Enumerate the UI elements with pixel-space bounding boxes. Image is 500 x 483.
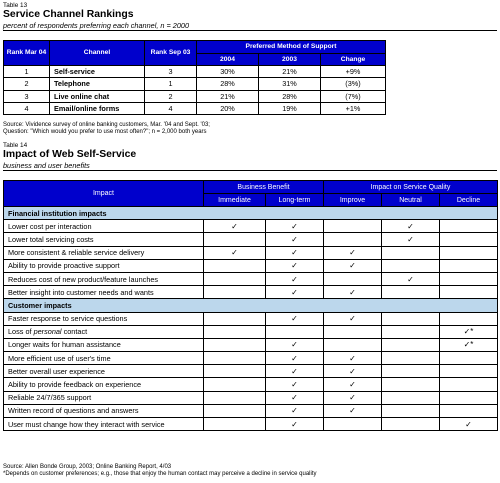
table-row <box>4 325 498 338</box>
check-icon: ✓* <box>463 327 474 337</box>
improve-cell <box>324 233 382 246</box>
impact-of-web-self-service-table <box>3 180 498 431</box>
neutral-cell <box>382 404 440 417</box>
pct-2003-cell: 19% <box>259 102 321 114</box>
service-channel-rankings-table <box>3 40 386 115</box>
table-title: Service Channel Rankings <box>3 9 134 20</box>
immediate-cell <box>204 365 266 378</box>
check-icon: ✓ <box>291 340 298 350</box>
table-row <box>4 272 498 285</box>
table-row <box>4 352 498 365</box>
immediate-cell <box>204 352 266 365</box>
table-row <box>4 365 498 378</box>
check-icon: ✓ <box>291 314 298 324</box>
check-icon: ✓ <box>291 261 298 271</box>
check-icon: ✓ <box>349 248 356 258</box>
decline-cell <box>440 220 498 233</box>
decline-cell <box>440 365 498 378</box>
long-term-cell <box>266 220 324 233</box>
check-icon: ✓ <box>291 419 298 429</box>
table-row <box>4 220 498 233</box>
improve-cell <box>324 378 382 391</box>
decline-cell <box>440 272 498 285</box>
decline-cell <box>440 404 498 417</box>
impact-label: Reliable 24/7/365 support <box>4 391 204 404</box>
check-icon: ✓ <box>231 221 238 231</box>
impact-label: Ability to provide feedback on experience <box>4 378 204 391</box>
check-icon: ✓ <box>291 393 298 403</box>
improve-cell <box>324 246 382 259</box>
rank-mar04-cell: 4 <box>4 102 50 114</box>
long-term-cell <box>266 352 324 365</box>
table-row <box>4 418 498 431</box>
improve-cell <box>324 272 382 285</box>
change-cell: +1% <box>321 102 386 114</box>
col-group-service-quality: Impact on Service Quality <box>324 181 498 194</box>
table-label: Table 14 <box>3 142 28 149</box>
neutral-cell <box>382 338 440 351</box>
check-icon: ✓ <box>349 287 356 297</box>
decline-cell <box>440 391 498 404</box>
long-term-cell <box>266 338 324 351</box>
pct-2004-cell: 20% <box>197 102 259 114</box>
improve-cell <box>324 338 382 351</box>
neutral-cell <box>382 220 440 233</box>
table-title: Impact of Web Self-Service <box>3 149 137 160</box>
check-icon: ✓ <box>291 366 298 376</box>
change-cell: +9% <box>321 66 386 78</box>
neutral-cell <box>382 378 440 391</box>
neutral-cell <box>382 246 440 259</box>
change-cell: (3%) <box>321 78 386 90</box>
check-icon: ✓ <box>291 221 298 231</box>
check-icon: ✓ <box>465 419 472 429</box>
long-term-cell <box>266 272 324 285</box>
impact-label: Lower total servicing costs <box>4 233 204 246</box>
long-term-cell <box>266 378 324 391</box>
impact-label: Better overall user experience <box>4 365 204 378</box>
long-term-cell <box>266 259 324 272</box>
check-icon: ✓ <box>291 353 298 363</box>
col-rank-sep03: Rank Sep 03 <box>145 41 197 66</box>
neutral-cell <box>382 418 440 431</box>
check-icon: ✓ <box>291 234 298 244</box>
pct-2003-cell: 31% <box>259 78 321 90</box>
channel-cell: Live online chat <box>50 90 145 102</box>
immediate-cell <box>204 246 266 259</box>
table-13-source: Source: Vividence survey of online banking customers, Mar. '04 and Sept. '03; <box>3 122 210 128</box>
table-row <box>4 404 498 417</box>
improve-cell <box>324 312 382 325</box>
check-icon: ✓ <box>349 314 356 324</box>
impact-label: More efficient use of user's time <box>4 352 204 365</box>
table-row <box>4 338 498 351</box>
neutral-cell <box>382 312 440 325</box>
rank-sep03-cell: 1 <box>145 78 197 90</box>
table-13-notes <box>3 122 497 136</box>
table-13-body <box>4 66 386 115</box>
neutral-cell <box>382 272 440 285</box>
decline-cell <box>440 246 498 259</box>
check-icon: ✓ <box>349 261 356 271</box>
immediate-cell <box>204 325 266 338</box>
check-icon: ✓ <box>231 248 238 258</box>
col-improve: Improve <box>324 194 382 207</box>
improve-cell <box>324 352 382 365</box>
decline-cell <box>440 233 498 246</box>
pct-2004-cell: 28% <box>197 78 259 90</box>
decline-cell <box>440 378 498 391</box>
col-group-preferred-method: Preferred Method of Support <box>197 41 386 54</box>
pct-2003-cell: 28% <box>259 90 321 102</box>
col-impact: Impact <box>4 181 204 207</box>
table-14-footnote: *Depends on customer preferences; e.g., those that enjoy the human contact may perceive a decline in service quality <box>3 471 317 477</box>
improve-cell <box>324 418 382 431</box>
rank-mar04-cell: 2 <box>4 78 50 90</box>
long-term-cell <box>266 418 324 431</box>
check-icon: ✓ <box>291 380 298 390</box>
rank-sep03-cell: 3 <box>145 66 197 78</box>
decline-cell <box>440 259 498 272</box>
check-icon: ✓ <box>291 287 298 297</box>
table-row <box>4 246 498 259</box>
long-term-cell <box>266 365 324 378</box>
category-row <box>4 207 498 220</box>
immediate-cell <box>204 391 266 404</box>
check-icon: ✓ <box>291 274 298 284</box>
table-label: Table 13 <box>3 2 28 9</box>
impact-label: Better insight into customer needs and wants <box>4 286 204 299</box>
long-term-cell <box>266 286 324 299</box>
channel-cell: Self-service <box>50 66 145 78</box>
check-icon: ✓ <box>349 406 356 416</box>
improve-cell <box>324 259 382 272</box>
channel-cell: Email/online forms <box>50 102 145 114</box>
check-icon: ✓ <box>407 221 414 231</box>
category-title: Financial institution impacts <box>4 207 498 220</box>
change-cell: (7%) <box>321 90 386 102</box>
col-group-business-benefit: Business Benefit <box>204 181 324 194</box>
table-row <box>4 378 498 391</box>
improve-cell <box>324 391 382 404</box>
check-icon: ✓ <box>349 393 356 403</box>
table-row <box>4 286 498 299</box>
decline-cell <box>440 286 498 299</box>
table-row <box>4 78 386 90</box>
immediate-cell <box>204 404 266 417</box>
table-row <box>4 259 498 272</box>
category-title: Customer impacts <box>4 299 498 312</box>
immediate-cell <box>204 259 266 272</box>
check-icon: ✓ <box>291 248 298 258</box>
immediate-cell <box>204 312 266 325</box>
check-icon: ✓ <box>291 406 298 416</box>
long-term-cell <box>266 325 324 338</box>
table-subtitle: percent of respondents preferring each channel, n = 2000 <box>3 21 497 31</box>
pct-2003-cell: 21% <box>259 66 321 78</box>
decline-cell <box>440 312 498 325</box>
table-row <box>4 66 386 78</box>
rank-mar04-cell: 3 <box>4 90 50 102</box>
check-icon: ✓ <box>349 353 356 363</box>
improve-cell <box>324 365 382 378</box>
impact-label: Lower cost per interaction <box>4 220 204 233</box>
impact-label: Longer waits for human assistance <box>4 338 204 351</box>
neutral-cell <box>382 286 440 299</box>
neutral-cell <box>382 325 440 338</box>
immediate-cell <box>204 272 266 285</box>
table-14-body <box>4 207 498 431</box>
improve-cell <box>324 286 382 299</box>
col-2003: 2003 <box>259 54 321 66</box>
long-term-cell <box>266 233 324 246</box>
check-icon: ✓* <box>463 340 474 350</box>
emphasis: personal <box>33 327 62 337</box>
long-term-cell <box>266 246 324 259</box>
category-row <box>4 299 498 312</box>
table-13-header <box>3 2 497 31</box>
neutral-cell <box>382 365 440 378</box>
immediate-cell <box>204 338 266 351</box>
col-change: Change <box>321 54 386 66</box>
pct-2004-cell: 21% <box>197 90 259 102</box>
table-row <box>4 233 498 246</box>
col-channel: Channel <box>50 41 145 66</box>
table-14-source: Source: Allen Bonde Group, 2003; Online Banking Report, 4/03 <box>3 464 172 470</box>
pct-2004-cell: 30% <box>197 66 259 78</box>
impact-label: User must change how they interact with service <box>4 418 204 431</box>
rank-mar04-cell: 1 <box>4 66 50 78</box>
table-row <box>4 90 386 102</box>
long-term-cell <box>266 391 324 404</box>
col-long-term: Long-term <box>266 194 324 207</box>
improve-cell <box>324 325 382 338</box>
col-neutral: Neutral <box>382 194 440 207</box>
col-immediate: Immediate <box>204 194 266 207</box>
improve-cell <box>324 404 382 417</box>
table-row <box>4 391 498 404</box>
immediate-cell <box>204 233 266 246</box>
rank-sep03-cell: 4 <box>145 102 197 114</box>
table-row <box>4 312 498 325</box>
immediate-cell <box>204 220 266 233</box>
table-13-question: Question: "Which would you prefer to use most often?"; n = 2,000 both years <box>3 129 207 135</box>
long-term-cell <box>266 404 324 417</box>
decline-cell <box>440 338 498 351</box>
decline-cell <box>440 418 498 431</box>
neutral-cell <box>382 233 440 246</box>
immediate-cell <box>204 418 266 431</box>
channel-cell: Telephone <box>50 78 145 90</box>
improve-cell <box>324 220 382 233</box>
table-subtitle: business and user benefits <box>3 161 497 171</box>
neutral-cell <box>382 352 440 365</box>
table-14-notes <box>3 464 497 478</box>
col-decline: Decline <box>440 194 498 207</box>
impact-label: Ability to provide proactive support <box>4 259 204 272</box>
decline-cell <box>440 325 498 338</box>
check-icon: ✓ <box>407 234 414 244</box>
decline-cell <box>440 352 498 365</box>
impact-label: Loss of personal contact <box>4 325 204 338</box>
impact-label: Written record of questions and answers <box>4 404 204 417</box>
impact-label: Reduces cost of new product/feature launches <box>4 272 204 285</box>
neutral-cell <box>382 391 440 404</box>
table-14-header <box>3 142 497 171</box>
col-rank-mar04: Rank Mar 04 <box>4 41 50 66</box>
impact-label: Faster response to service questions <box>4 312 204 325</box>
check-icon: ✓ <box>407 274 414 284</box>
col-2004: 2004 <box>197 54 259 66</box>
immediate-cell <box>204 286 266 299</box>
impact-label: More consistent & reliable service delivery <box>4 246 204 259</box>
check-icon: ✓ <box>349 380 356 390</box>
rank-sep03-cell: 2 <box>145 90 197 102</box>
check-icon: ✓ <box>349 366 356 376</box>
immediate-cell <box>204 378 266 391</box>
long-term-cell <box>266 312 324 325</box>
table-row <box>4 102 386 114</box>
neutral-cell <box>382 259 440 272</box>
